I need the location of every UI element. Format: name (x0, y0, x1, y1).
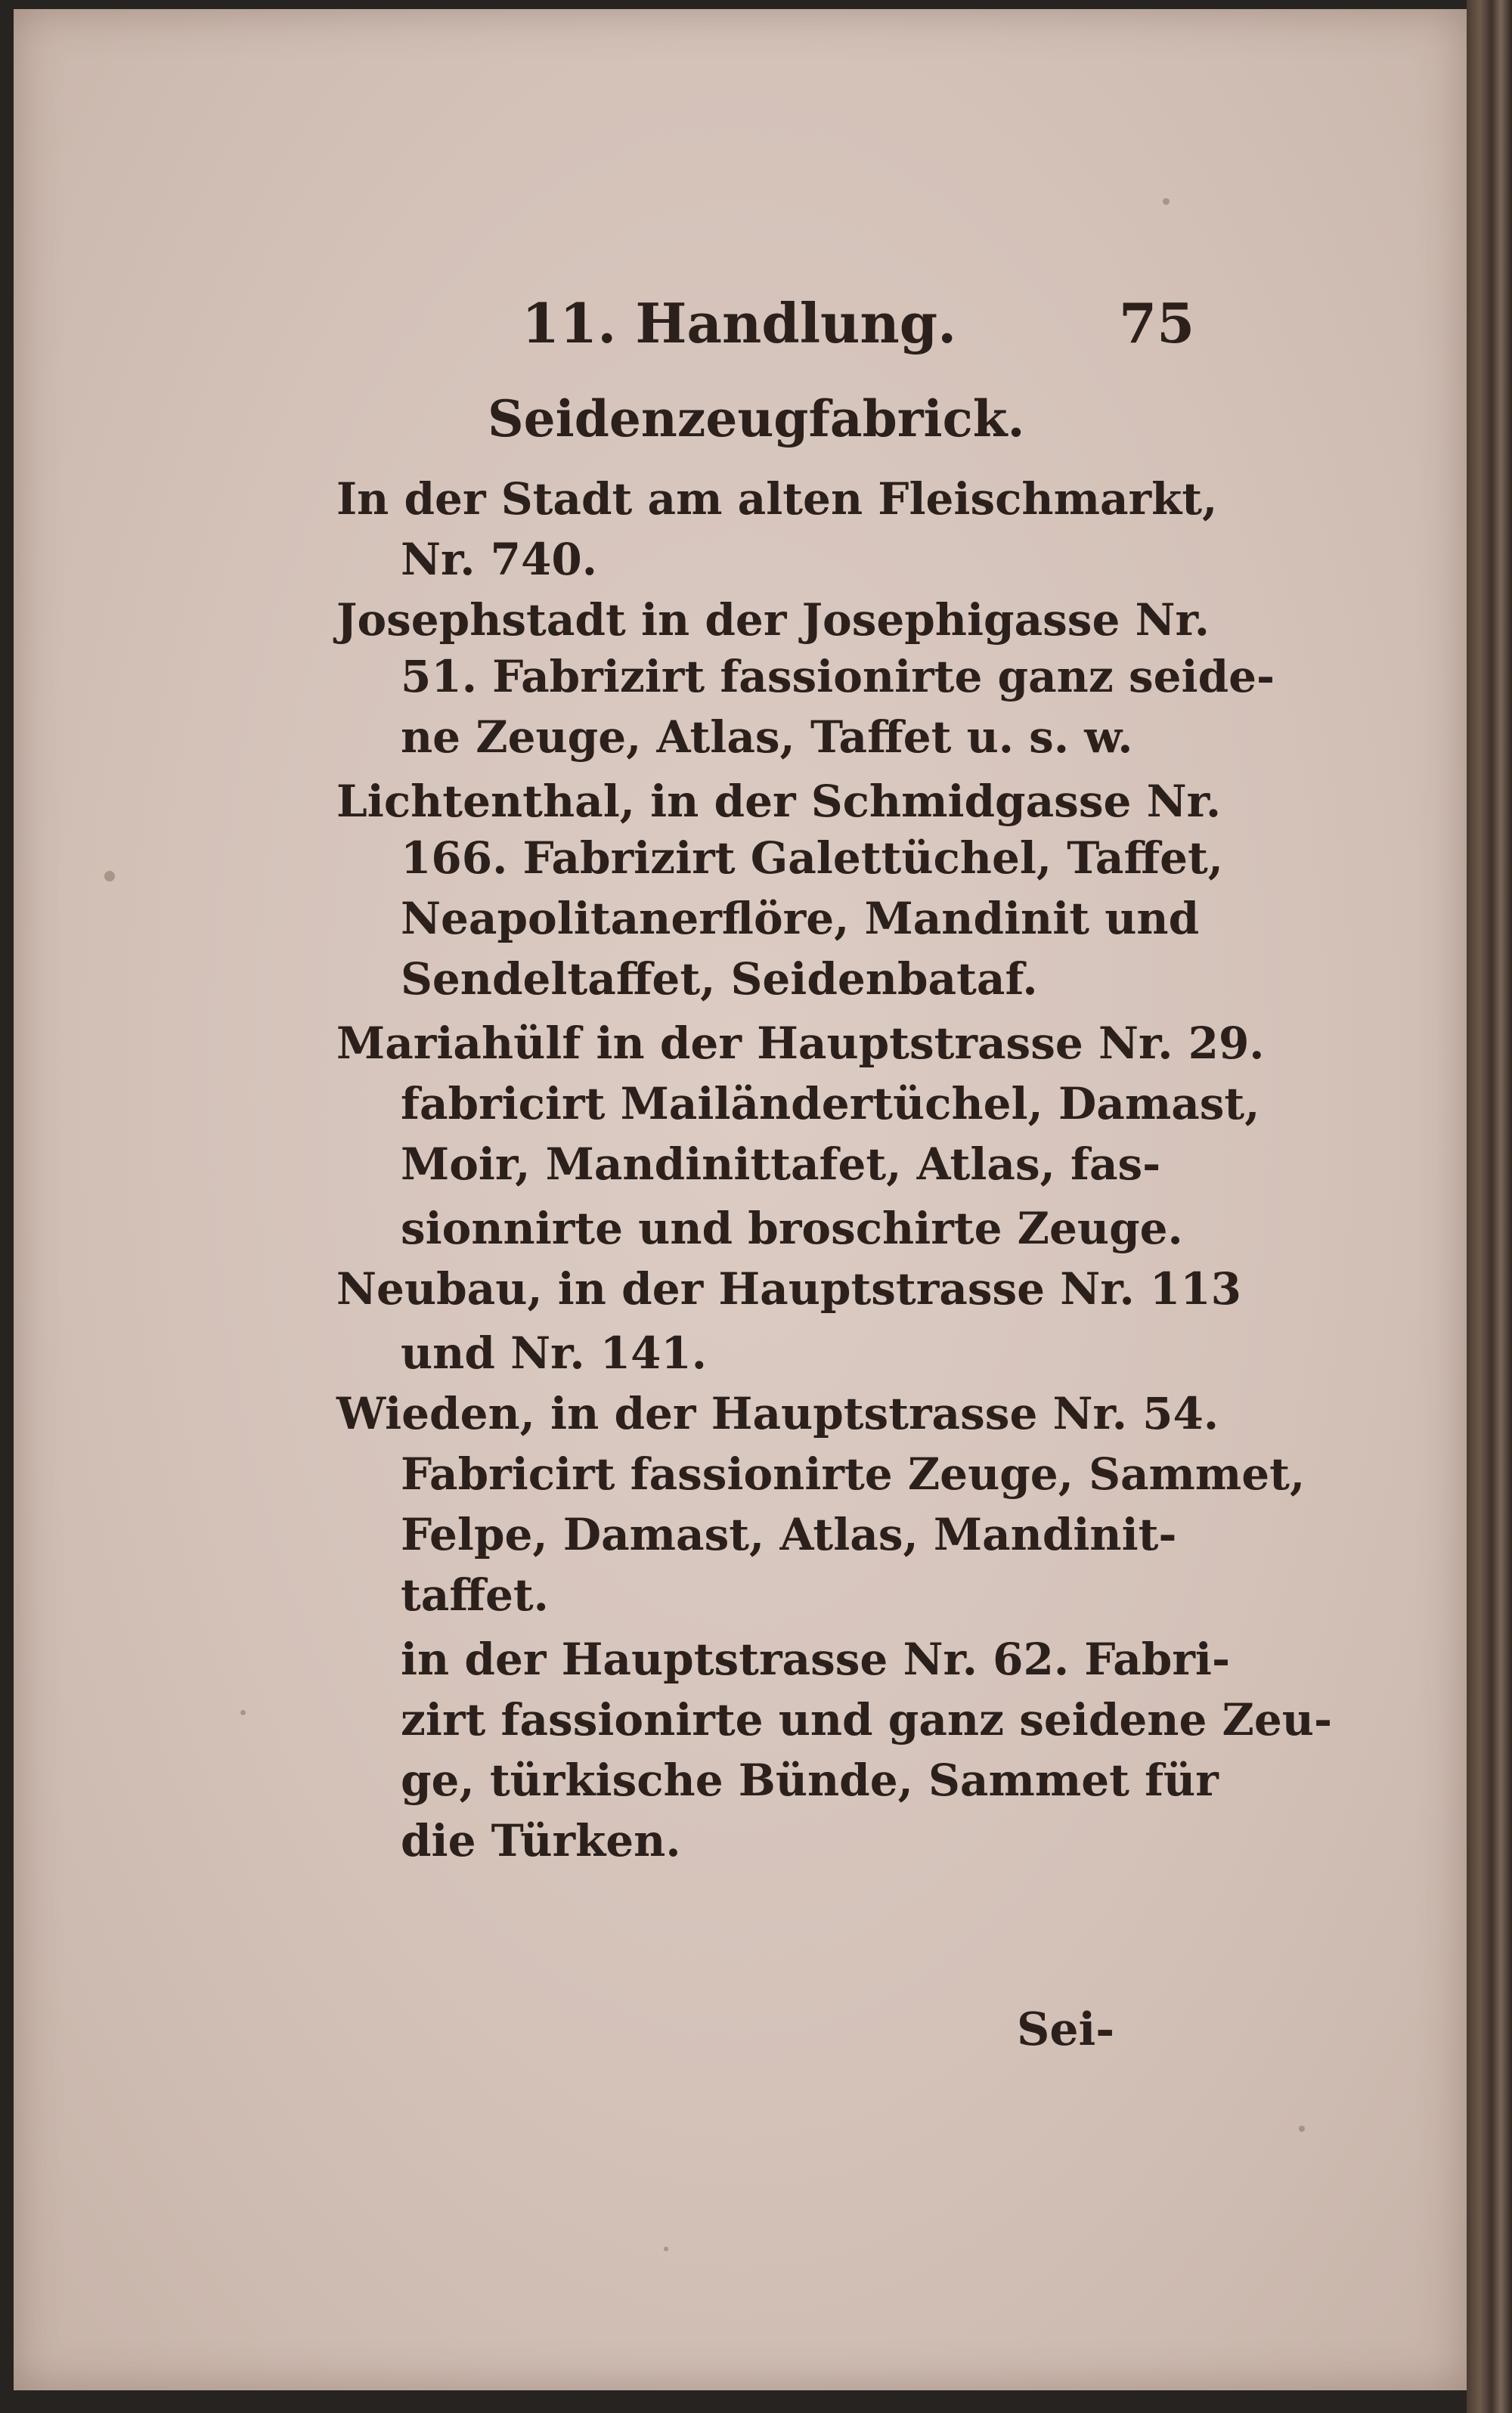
page-stack-edge (1467, 0, 1512, 2413)
text-line: die Türken. (401, 1815, 681, 1866)
text-line: in der Hauptstrasse Nr. 62. Fabri- (401, 1634, 1231, 1685)
text-line: In der Stadt am alten Fleischmarkt, (336, 473, 1218, 525)
text-line: ne Zeuge, Atlas, Taffet u. s. w. (401, 711, 1133, 763)
text-line: ge, türkische Bünde, Sammet für (401, 1755, 1219, 1806)
text-line: taffet. (401, 1569, 549, 1621)
text-line: Mariahülf in der Hauptstrasse Nr. 29. (336, 1018, 1265, 1069)
text-line: fabricirt Mailändertüchel, Damast, (401, 1078, 1260, 1129)
text-line: 51. Fabrizirt fassionirte ganz seide- (401, 651, 1275, 702)
text-line: zirt fassionirte und ganz seidene Zeu- (401, 1694, 1333, 1745)
paper-speck (104, 871, 115, 881)
text-line: sionnirte und broschirte Zeuge. (401, 1203, 1183, 1254)
page-number: 75 (1119, 291, 1195, 355)
text-line: Neubau, in der Hauptstrasse Nr. 113 (336, 1263, 1241, 1315)
text-line: Moir, Mandinittafet, Atlas, fas- (401, 1138, 1161, 1190)
text-line: 166. Fabrizirt Galettüchel, Taffet, (401, 832, 1223, 884)
text-line: Wieden, in der Hauptstrasse Nr. 54. (336, 1388, 1219, 1439)
paper-speck (1163, 198, 1170, 205)
paper-speck (664, 2247, 668, 2251)
paper-page (14, 9, 1467, 2390)
text-line: Fabricirt fassionirte Zeuge, Sammet, (401, 1448, 1306, 1500)
text-line: und Nr. 141. (401, 1327, 707, 1379)
text-line: Neapolitanerflöre, Mandinit und (401, 893, 1200, 944)
text-line: Lichtenthal, in der Schmidgasse Nr. (336, 776, 1222, 827)
section-heading: Seidenzeugfabrick. (488, 389, 1025, 448)
running-title: 11. Handlung. (522, 291, 957, 355)
text-line: Nr. 740. (401, 534, 597, 585)
text-line: Sendeltaffet, Seidenbataf. (401, 953, 1038, 1005)
catchword: Sei- (1017, 2003, 1115, 2056)
text-line: Felpe, Damast, Atlas, Mandinit- (401, 1509, 1177, 1560)
text-line: Josephstadt in der Josephigasse Nr. (336, 594, 1210, 646)
paper-speck (240, 1710, 246, 1715)
paper-speck (1299, 2126, 1305, 2132)
